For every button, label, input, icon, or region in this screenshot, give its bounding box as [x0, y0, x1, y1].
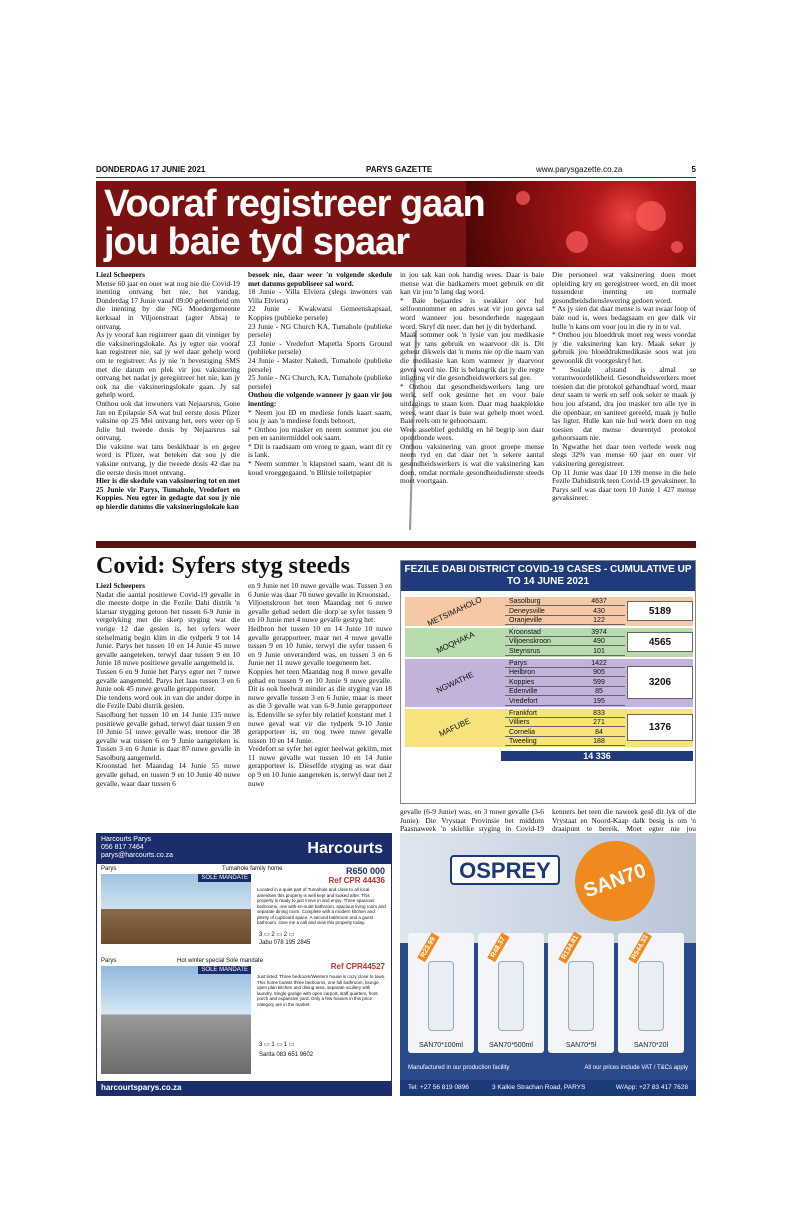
town-name: Edenville	[509, 688, 538, 696]
san70-badge: SAN70	[564, 833, 667, 932]
product-card	[548, 933, 614, 1053]
story1-col1: Liezl Scheepers Mense 60 jaar en ouer wat nog nie die Covid-19 inenting ontvang het nie, het vandag, Donderdag 17 Junie vanaf 09:00 geleentheid om die inenting by die NG Moedergemeente kerksaal in Viljoenstraat (agter Absa) te ontvang. As jy vooraf kan registreer gaan dit vinniger by die vaksineringslokale. As jy egter nie vooraf kan registreer nie, sal jy wel daar gehelp word om te registreer. As jy nie 'n bevestiging SMS met die datum en plek vir jou vaksinering ontvang het nadat jy geregistreer het nie, kan jy ook na die vaksineringslokale gaan. Jy sal gehelp word. Onthou ook dat inwoners van Nejaarsrus, Gone Jan en Epilapsie SA wat hul eerste dosis Pfizer vaksine op 25 Mei ontvang het, eers weer op 6 Julie hul tweede dosis by Nejaarsrus sal ontvang. Die vaksine wat tans beskikbaar is en gegee word is Pfizer, wat beteken dat sou jy die vaksine ontvang, jy die tweede dosis 42 dae na die eerste dosis moet ontvang. Hier is die skedule van vaksinering tot en met 25 Junie vir Parys, Tumahole, Vredefort en Koppies. Neu egter in gedagte dat sou jy nie op hierdie datums die vaksineringslokale kan	[96, 270, 240, 512]
town-name: Cornelia	[509, 728, 536, 736]
story2-col2: en 9 Junie net 10 nuwe gevalle was. Tussen 3 en 6 Junie was daar 70 nuwe gevalle in Kroonstad. Viljoenskroon het teen Maandag net 6 nuwe gevalle gehad sedert die dorp se syfer tussen 9 en 10 Junie met 4 nuwe gevalle gestyg het. Heilbron het tussen 10 en 14 Junie 10 nuwe gevalle gerapporteer, maar net 4 nuwe gevalle tussen 9 en 10 Junie, terwyl die syfer tussen 6 en 9 Junie onveranderd was, en tussen 3 en 6 Junie net 11 nuwe gevalle toegeneem het. Koppies het teen Maandag nog 8 nuwe gevalle gehad en tussen 9 en 10 Junie 9 nuwe gevalle. Dit is ook heelwat minder as die styging van 18 nuwe gevalle tussen 3 en 6 Junie, maar is meer as die 3 gevalle wat van 6-9 Junie gerapporteer is. Edenville se syfer bly relatief konstant met 1 nuwe geval wat vir die tydperk 9-10 Junie gerapporteer is, en nog twee nuwe gevalle tussen 10 en 14 Junie. Vredefort se syfer het egter heelwat gekilm, met 11 nuwe gevalle wat tussen 10 en 14 Junie gerapporteer is. Dieselfde styging as wat daar op 9 en 10 Junie aangeteken is, terwyl daar net 2 nuwe	[248, 582, 392, 788]
story1-col4: Die personeel wat vaksinering doen moet opleiding kry en geregistreer word, en dit moet tussendeur inenting en normale gesondheidsdienslewering gedoen word. * As jy sien dat daar mense is wat swaar loop of baie oud is, wees bedagsaam en gee dalk vir hulle 'n kans om voor jou in die ry in te val. * Onthou jou bloeddruk moet reg wees voordat jy die vaksinering kan kry. Maak seker jy gebruik jou bloeddrukmedikasie soos wat jou gewoonlik dit voorgeskryf het. * Sosiale afstand is almal se verantwoordelikheid. Gesondheidswerkers moet toesien dat die protokol gehandhaaf word, maar deur saam te werk en self ook seker te maak jy hou jou afstand, dra jou masker ten alle tye in die openbaar, en saniteer gereeld, maak jy hulle las ligter. Hulle kan nie hul werk doen en nog toesien dat mense deurentyd protokol gehoorsaam nie. In Ngwathe het daar teen verlede week nog slegs 32% van mense 60 jaar en ouer vir vaksinering geregistreer. Op 11 Junie was daar 10 139 mense in die hele Fezile Dabidistrik teen Covid-19 gevaksineer. In Parys self was daar teen 10 Junie 1 427 mense gevaksineer.	[552, 271, 696, 503]
table-row	[505, 597, 625, 606]
town-cases: 1422	[591, 659, 607, 667]
town-name: Sasolburg	[509, 598, 541, 605]
table-row	[505, 628, 625, 637]
osprey-logo: OSPREY	[450, 855, 560, 885]
product-card	[408, 933, 474, 1053]
table-row	[505, 647, 625, 656]
story2-col3: gevalle (6-9 Junie) was, en 3 nuwe gevalle (3-6 Junie). Die Vrystaat Provinsie het middum Paasnaweek 'n skielike styging in Covid-19	[400, 807, 544, 834]
harcourts-logo: Harcourts	[307, 840, 383, 857]
table-row	[505, 709, 625, 718]
price-tag: R544.33	[628, 931, 652, 964]
features-2: 3 ▭ 1 ▭ 1 ▭	[259, 1042, 295, 1048]
website: www.parysgazette.co.za	[536, 165, 623, 174]
page-header	[96, 165, 696, 178]
ad-footer: harcourtsparys.co.za	[97, 1081, 391, 1095]
house-photo-2: SOLE MANDATE	[101, 966, 251, 1074]
town-cases: 3974	[591, 628, 607, 636]
table-row	[505, 637, 625, 646]
product-size: SAN70*100ml	[419, 1042, 463, 1049]
town-name: Kroonstad	[509, 628, 541, 636]
headline-banner	[96, 181, 696, 267]
table-title: FEZILE DABI DISTRICT COVID-19 CASES - CUMULATIVE UP TO 14 JUNE 2021	[401, 561, 695, 591]
bottle-image	[498, 961, 524, 1031]
town-name: Villiers	[509, 719, 530, 727]
table-row	[505, 728, 625, 737]
product-size: SAN70*500ml	[489, 1042, 533, 1049]
product-size: SAN70*5l	[565, 1042, 597, 1049]
table-row	[505, 687, 625, 696]
district-group	[405, 659, 693, 707]
product-card	[478, 933, 544, 1053]
district-total: 5189	[627, 601, 693, 621]
bottle-image	[428, 961, 454, 1031]
story2-col1: Liezl Scheepers Nadat die aantal positiewe Covid-19 gevalle in die meeste dorpe in die Fezile Dabi distrik 'n klaruar stygging getoon het tussen 6-9 Junie in vergelyking met die skerp styging wat die vorige 12 dae gesien is, het syfers weer stelselmatig begin klim in die tydperk 9 tot 14 Junie. Parys het tussen 10 en 14 Junie 45 nuwe gevalle aangeteken, terwyl daar tussen 9 en 10 Junie 18 nuwe positiewe gevalle aangemeld is. Tussen 6 en 9 Junie het Parys egter net 7 nuwe gevalle aangemeld. Parys het laas tussen 3 en 6 Junie ook 45 nuwe gevalle gerapporteer. Die tendens word ook in van die ander dorpe in die Fezile Dabi distrik gesien. Sasolburg het tussen 10 en 14 Junie 135 nuwe positiewe gevalle gehad, terwyl daar tussen 9 en 10 Junie 51 nuwe gevalle was, teenoor die 38 gevalle wat tussen 6 en 9 Junie aangeteken is. Tussen 3 en 6 Junie is daar 87 nuwe gevalle in Sasolburg aangemeld. Kroonstad het Maandag 14 Junie 55 nuwe gevalle gehad, en tussen 9 en 10 Junie 40 nuwe gevalle, waar daar tussen 6	[96, 582, 240, 788]
covid-table	[400, 560, 696, 804]
headline: Vooraf registreer gaan jou baie tyd spaar	[104, 183, 485, 263]
table-row	[505, 678, 625, 687]
district-group	[405, 709, 693, 747]
table-row	[505, 607, 625, 616]
section-divider	[96, 541, 696, 548]
town-name: Steynsrus	[509, 647, 541, 655]
town-cases: 195	[593, 697, 605, 705]
town-name: Viljoenskroon	[509, 638, 551, 646]
district-total: 1376	[627, 714, 693, 741]
paper-name: PARYS GAZETTE	[366, 165, 433, 174]
town-cases: 122	[593, 617, 605, 625]
town-cases: 4637	[591, 598, 607, 605]
table-row	[505, 668, 625, 677]
harcourts-ad: Harcourts Parys 056 817 7464 parys@harcourts.co.za Harcourts Parys Tumahole family home SOLE MANDATE R650 000 Ref CPR 44436 Located in a quiet part of Tumahole and close to all local amenities this property is well kept and looked after. This property is ready to just move in and enjoy. Three spacious bedrooms, one with en-suite bathroom, spacious living room and separate dining room. Complete with a modern kitchen and plenty of cupboard space. A second bathroom and a guest bathroom. Give me a call and view this property today. 3 ▭ 2 ▭ 2 ▭ Jabu 078 195 2845 Parys Hot winter special Sole mandate SOLE MANDATE Ref CPR44527 Just listed. Three bedroom/Western house is cozy close to town. This home boasts three bedrooms, one full bathroom, lounge, open plan kitchen and dining area, separate scullery with laundry. Single garage with open carport, staff quarters, front porch and expansive yard. Only a few houses in this price category are in the market. 3 ▭ 1 ▭ 1 ▭ Sarita 083 651 9602 harcourtsparys.co.za	[96, 833, 392, 1096]
town-cases: 430	[593, 607, 605, 615]
price-tag: R48.37	[487, 933, 509, 962]
table-row	[505, 616, 625, 625]
product-card	[618, 933, 684, 1053]
town-cases: 490	[593, 638, 605, 646]
town-name: Tweeling	[509, 738, 537, 746]
story1-col2: besoek nie, daar weer 'n volgende skedule met datums gepubliseer sal word. 18 Junie - Villa Elviera (slegs inwoners van Villa Elviera) 22 Junie - Kwakwatsi Gemeenskapsaal, Koppies (publieke persele) 23 Junie - NG Church KA, Tumahole (publieke persele) 23 Junie - Vredefort Mapetla Sports Ground (publieke persele) 24 Junie - Master Nakedi, Tumahole (publieke persele) 25 Junie - NG Church, KA, Tumahole (publieke persele) Onthou die volgende wanneer jy gaan vir jou inenting: * Neem jou ID en mediese fonds kaart saam, sou jy aan 'n mediese fonds behoort. * Onthou jou masker en neem sommer jou eie pen en sanitermiddel ook saam. * Dit is raadsaam om vroeg te gaan, want dit ry is lank. * Neem sommer 'n klapstoel saam, want dit is koud vroeggegaand. 'n Blitsie toiletpapier	[248, 271, 392, 477]
grand-total: 14 336	[501, 751, 693, 761]
town-name: Oranjeville	[509, 617, 543, 625]
town-name: Koppies	[509, 678, 535, 686]
bottle-image	[568, 961, 594, 1031]
district-name: MAFUBE	[437, 716, 473, 739]
town-cases: 188	[593, 738, 605, 746]
town-name: Deneysville	[509, 607, 545, 615]
town-name: Heilbron	[509, 669, 536, 677]
town-cases: 85	[595, 688, 603, 696]
product-size: SAN70*20l	[633, 1042, 669, 1049]
table-row	[505, 697, 625, 706]
town-cases: 833	[593, 709, 605, 717]
town-cases: 271	[593, 719, 605, 727]
town-cases: 599	[593, 678, 605, 686]
district-total: 4565	[627, 632, 693, 652]
town-cases: 101	[593, 647, 605, 655]
district-name: METSIMAHOLO	[426, 594, 484, 628]
town-cases: 905	[593, 669, 605, 677]
price-tag: R23.99	[417, 933, 439, 962]
ad-header: Harcourts Parys 056 817 7464 parys@harcourts.co.za Harcourts	[97, 834, 391, 864]
price-tag: R134.81	[558, 931, 582, 964]
issue-date: DONDERDAG 17 JUNIE 2021	[96, 165, 206, 174]
district-name: MOQHAKA	[434, 629, 476, 655]
features-1: 3 ▭ 2 ▭ 2 ▭	[259, 932, 295, 938]
district-name: NGWATHE	[434, 670, 476, 696]
table-row	[505, 718, 625, 727]
district-group	[405, 628, 693, 657]
ad-contact: Tel: +27 56 819 0896 3 Kalkie Strachan Road, PARYS W/App: +27 83 417 7628	[400, 1080, 696, 1096]
table-row	[505, 659, 625, 668]
headline-2: Covid: Syfers styg steeds	[96, 553, 350, 579]
osprey-ad: OSPREY SAN70 R23.99 SAN70*100ml R48.37 SAN70*500ml R134.81 SAN70*5l R544.33 SAN70*20l Manufactured in our production facility All our prices include VAT / T&Cs apply Tel: +27 56 819 0896 3 Kalkie Strachan Road, PARYS W/App: +27 83 417 7628	[400, 833, 696, 1096]
page-number: 5	[691, 165, 696, 174]
story2-col4: kenners het teen die naweek gesê dit lyk of die Vrystaat en Noord-Kaap dalk besig is om 'n draaipunt te bereik. Moet egter nie jou	[552, 807, 696, 834]
story1-col3: in jou sak kan ook handig wees. Daar is baie mense wat die badkamers moet gebruik en dit kan vir jou 'n lang dag word. * Baie bejaardes is swakker oor hul selfoonnommer en adres wat vir jou gevra sal word wanneer jou besonderhede nagegaan word. Skryf dit neer, dan het jy dit byderhand. Maak sommer ook 'n lysie van jou medikasie wat jy tans gebruik en waarvoor dit is. Dit gebeur dikwels dat 'n mens nie op die naam van die medikasie kan kom wanneer jy daarvoor gevra word nie. Dit is belangrik dat jy die regte inligting vir die gesondheidswerkers sal gee. * Onthou dat gesondheidswerkers lang ure werk, self ook gesinne het en voor baie uitdagings te staan kom. Daar mag haakplekke wees, want daar is baie wat gehelp moet word. Baie reels om te gehoorsaam. Wees asseblief geduldig en hê begrip son daar opontbonde wees. Onthou vaksinering van groot groepe mense neem tyd en dat daar net 'n sekere aantal gesondheidswerkers is wat die vaksinering kan doen, omdat normale gesondheidsdienste steeds moet voortgaan.	[400, 271, 544, 486]
town-name: Frankfort	[509, 709, 538, 717]
table-row	[505, 737, 625, 746]
town-name: Vredefort	[509, 697, 538, 705]
district-group	[405, 594, 693, 628]
house-photo-1: SOLE MANDATE	[101, 874, 251, 944]
town-name: Parys	[509, 659, 527, 667]
town-cases: 84	[595, 728, 603, 736]
bottle-image	[638, 961, 664, 1031]
district-total: 3206	[627, 666, 693, 700]
